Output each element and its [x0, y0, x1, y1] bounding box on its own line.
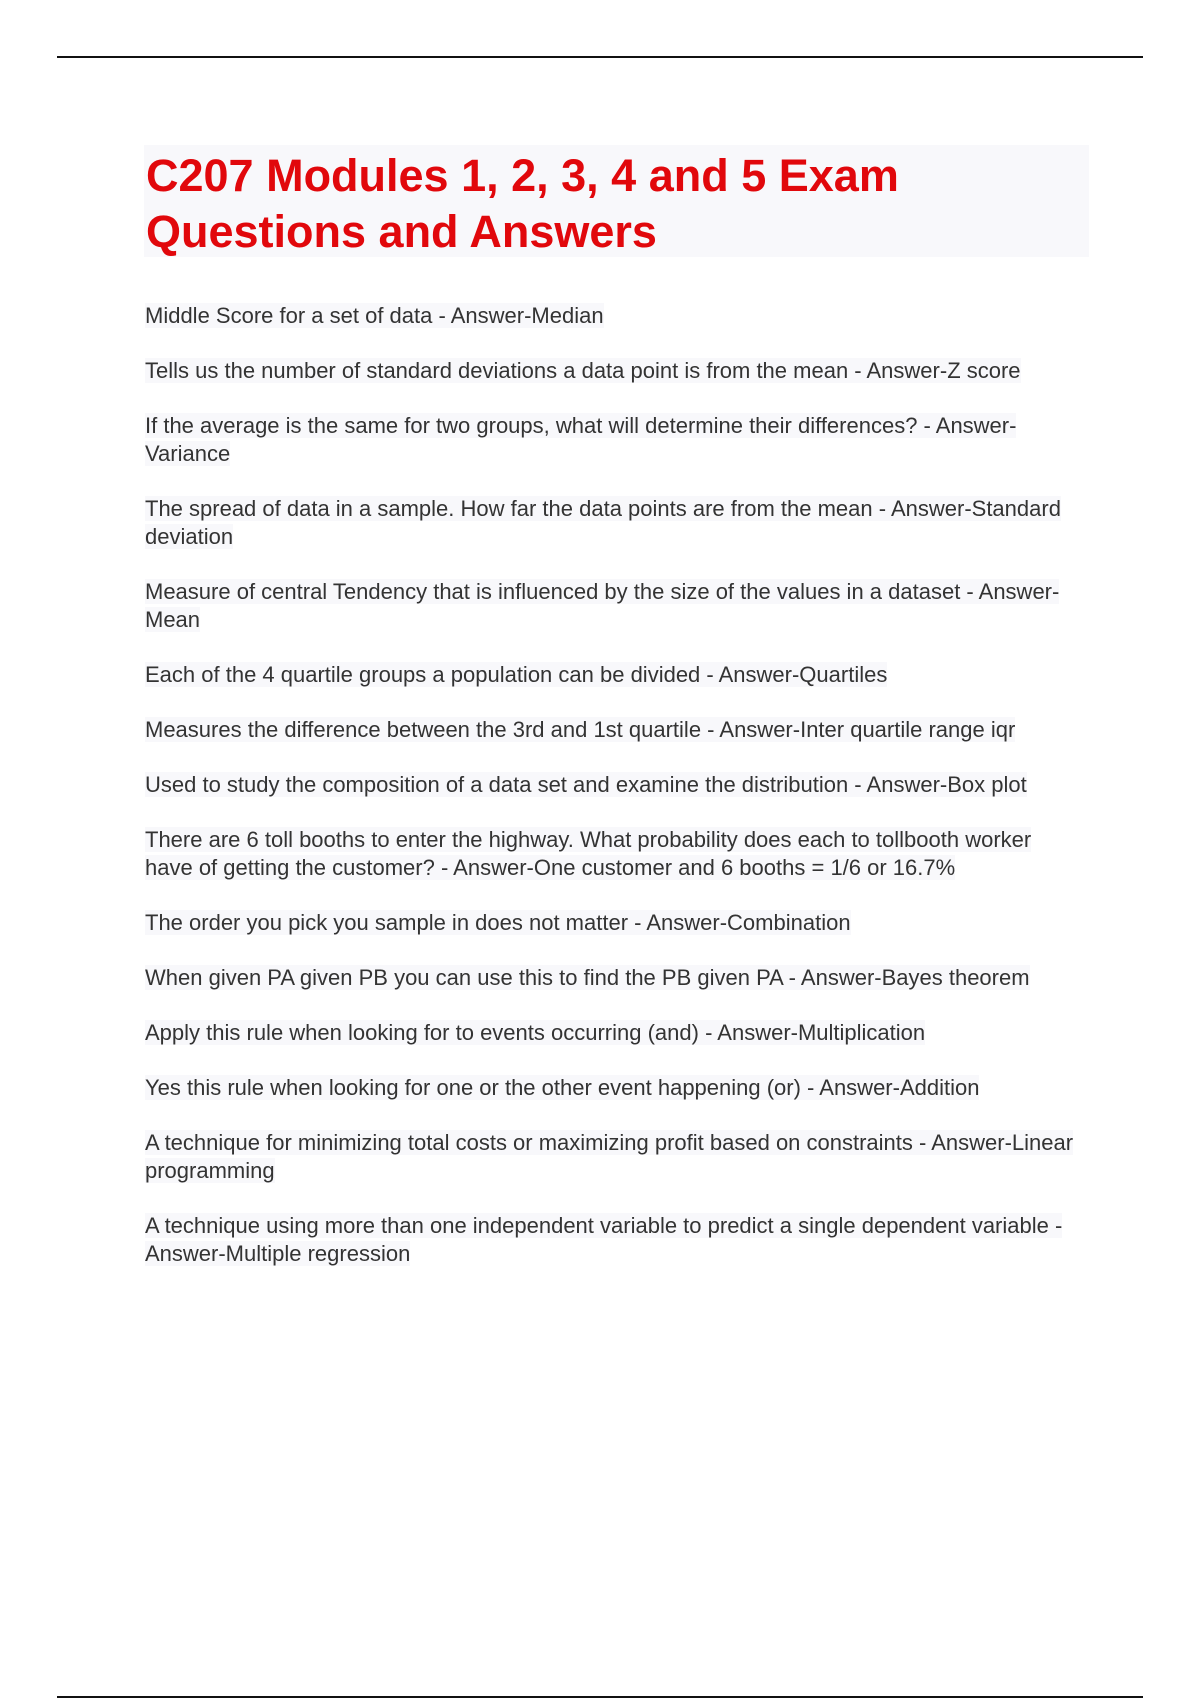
qa-text: Middle Score for a set of data - Answer-Median	[145, 303, 604, 328]
qa-text: The order you pick you sample in does not matter - Answer-Combination	[145, 910, 851, 935]
qa-list	[145, 302, 1085, 1295]
qa-item	[145, 412, 1085, 468]
qa-item	[145, 716, 1085, 744]
qa-item	[145, 1212, 1085, 1268]
qa-text: The spread of data in a sample. How far the data points are from the mean - Answer-Standard deviation	[145, 496, 1061, 549]
qa-item	[145, 661, 1085, 689]
qa-item	[145, 357, 1085, 385]
qa-text: A technique using more than one independent variable to predict a single dependent variable - Answer-Multiple regression	[145, 1213, 1063, 1266]
qa-item	[145, 964, 1085, 992]
qa-text: Used to study the composition of a data set and examine the distribution - Answer-Box plot	[145, 772, 1027, 797]
qa-text: Measure of central Tendency that is influenced by the size of the values in a dataset - Answer-Mean	[145, 579, 1060, 632]
qa-text: Tells us the number of standard deviations a data point is from the mean - Answer-Z score	[145, 358, 1021, 383]
qa-item	[145, 909, 1085, 937]
qa-text: There are 6 toll booths to enter the highway. What probability does each to tollbooth worker have of getting the customer? - Answer-One customer and 6 booths = 1/6 or 16.7%	[145, 827, 1032, 880]
qa-text: Measures the difference between the 3rd and 1st quartile - Answer-Inter quartile range iqr	[145, 717, 1016, 742]
qa-text: If the average is the same for two groups, what will determine their differences? - Answer-Variance	[145, 413, 1017, 466]
qa-item	[145, 1074, 1085, 1102]
qa-item	[145, 771, 1085, 799]
top-horizontal-rule	[57, 56, 1143, 58]
qa-item	[145, 578, 1085, 634]
qa-item	[145, 302, 1085, 330]
qa-text: When given PA given PB you can use this to find the PB given PA - Answer-Bayes theorem	[145, 965, 1030, 990]
qa-item	[145, 1019, 1085, 1047]
qa-item	[145, 495, 1085, 551]
bottom-horizontal-rule	[57, 1696, 1143, 1698]
qa-item	[145, 1129, 1085, 1185]
qa-text: Yes this rule when looking for one or the other event happening (or) - Answer-Addition	[145, 1075, 980, 1100]
qa-item	[145, 826, 1085, 882]
qa-text: Apply this rule when looking for to events occurring (and) - Answer-Multiplication	[145, 1020, 926, 1045]
document-title: C207 Modules 1, 2, 3, 4 and 5 Exam Questions and Answers	[146, 150, 899, 257]
qa-text: A technique for minimizing total costs or maximizing profit based on constraints - Answer-Linear programming	[145, 1130, 1074, 1183]
qa-text: Each of the 4 quartile groups a population can be divided - Answer-Quartiles	[145, 662, 888, 687]
